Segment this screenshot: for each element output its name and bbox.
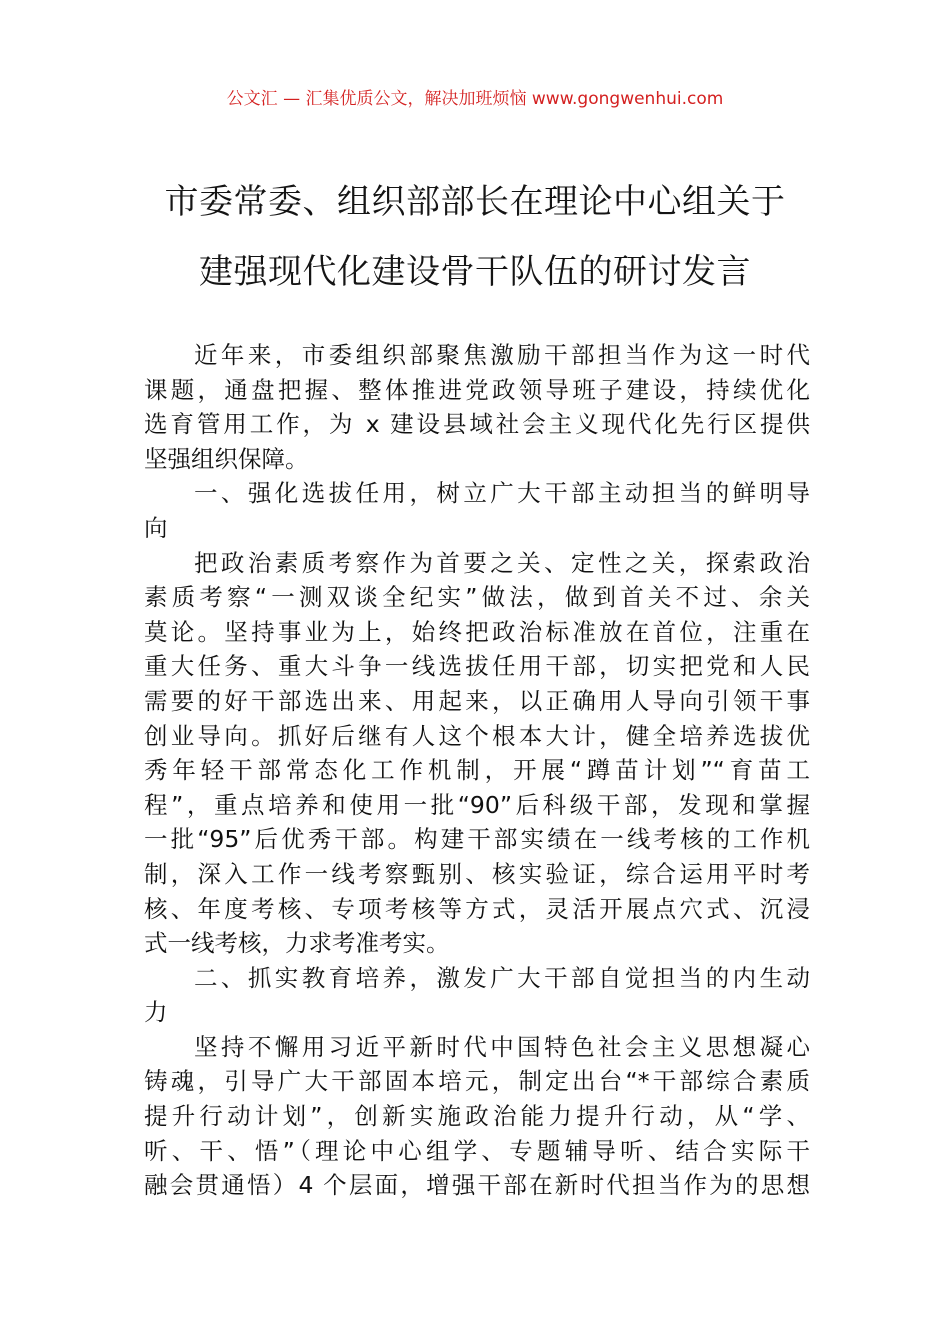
paragraph-line: 把政治素质考察作为首要之关、定性之关，探索政治 [194, 548, 810, 577]
document-body [144, 338, 810, 1203]
paragraph-line: 重大任务、重大斗争一线选拔任用干部，切实把党和人民 [144, 652, 810, 681]
section-heading-1: 一、强化选拔任用，树立广大干部主动担当的鲜明导 [194, 479, 810, 508]
paragraph-line: 莫论。坚持事业为上，始终把政治标准放在首位，注重在 [144, 617, 810, 646]
paragraph-line: 需要的好干部选出来、用起来，以正确用人导向引领干事 [144, 686, 810, 715]
paragraph-line: 秀年轻干部常态化工作机制，开展“蹲苗计划”“育苗工 [144, 756, 810, 785]
document-title-line-2: 建强现代化建设骨干队伍的研讨发言 [199, 252, 751, 292]
paragraph-line: 听、干、悟”（理论中心组学、专题辅导听、结合实际干 [144, 1136, 810, 1165]
section-heading-1-cont: 向 [144, 513, 168, 542]
paragraph-line: 坚强组织保障。 [144, 444, 309, 473]
paragraph-line: 素质考察“一测双谈全纪实”做法，做到首关不过、余关 [144, 583, 810, 612]
paragraph-line: 铸魂，引导广大干部固本培元，制定出台“*干部综合素质 [144, 1067, 810, 1096]
paragraph-line: 一批“95”后优秀干部。构建干部实绩在一线考核的工作机 [144, 825, 810, 854]
site-banner: 公文汇 — 汇集优质公文，解决加班烦恼 www.gongwenhui.com [226, 89, 724, 109]
paragraph-line: 程”，重点培养和使用一批“90”后科级干部，发现和掌握 [144, 790, 810, 819]
paragraph-line: 提升行动计划”，创新实施政治能力提升行动，从“学、 [144, 1102, 810, 1131]
paragraph-line: 坚持不懈用习近平新时代中国特色社会主义思想凝心 [194, 1032, 810, 1061]
paragraph-line: 融会贯通悟）4 个层面，增强干部在新时代担当作为的思想 [144, 1171, 810, 1200]
section-heading-2-cont: 力 [144, 998, 168, 1027]
paragraph-line: 制，深入工作一线考察甄别、核实验证，综合运用平时考 [144, 859, 810, 888]
document-title-line-1: 市委常委、组织部部长在理论中心组关于 [164, 182, 786, 222]
paragraph-line: 近年来，市委组织部聚焦激励干部担当作为这一时代 [194, 341, 810, 369]
paragraph-line: 创业导向。抓好后继有人这个根本大计，健全培养选拔优 [144, 721, 810, 750]
paragraph-line: 选育管用工作，为 x 建设县域社会主义现代化先行区提供 [144, 410, 810, 439]
paragraph-line: 核、年度考核、专项考核等方式，灵活开展点穴式、沉浸 [144, 894, 810, 923]
paragraph-line: 式一线考核，力求考准考实。 [144, 929, 450, 958]
paragraph-line: 课题，通盘把握、整体推进党政领导班子建设，持续优化 [144, 375, 810, 404]
section-heading-2: 二、抓实教育培养，激发广大干部自觉担当的内生动 [194, 963, 810, 992]
